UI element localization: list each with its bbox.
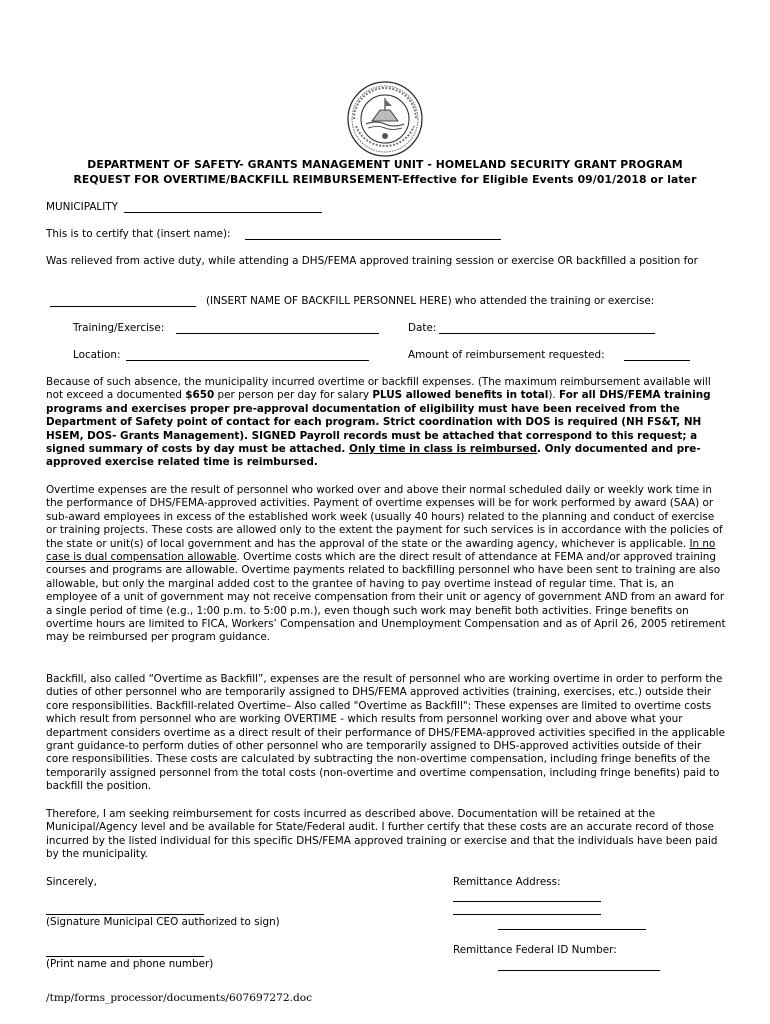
backfill-paragraph: Backfill, also called “Overtime as Backfill”, expenses are the result of personnel who are working overtime in order to perform the duties of other personnel who are temporarily assigned to DHS/FEMA approved activities (training, exercises, etc.) outside their core responsibilities. Backfill-related Overtime– Also called "Overtime as Backfill": These expenses are limited to overtime costs which result from personnel who are working OVERTIME - which results from personnel working over and above what your department considers overtime as a direct result of their performance of DHS/FEMA-approved activities specified in the applicable grant guidance-to perform duties of other personnel who are temporarily assigned to DHS-approved activities outside of their core responsibilities. These costs are calculated by subtracting the non-overtime compensation, including fringe benefits of the temporarily assigned personnel from the total costs (non-overtime and overtime compensation, including fringe benefits) paid to backfill the position. <box>46 673 725 793</box>
print-name-line[interactable] <box>46 956 204 957</box>
insert-name-field[interactable] <box>245 239 501 240</box>
training-label: Training/Exercise: <box>73 322 165 334</box>
footer-file-path: /tmp/forms_processor/documents/607697272.doc <box>46 992 313 1004</box>
header-line-2: REQUEST FOR OVERTIME/BACKFILL REIMBURSEMENT-Effective for Eligible Events 09/01/2018 or later <box>73 173 697 186</box>
signature-label: (Signature Municipal CEO authorized to sign) <box>46 916 280 928</box>
max-amount: $650 <box>185 389 215 402</box>
backfill-name-field[interactable] <box>50 306 196 307</box>
para1-text-c: ). <box>548 389 560 402</box>
certify-label: This is to certify that (insert name): <box>46 228 231 240</box>
municipality-field[interactable] <box>124 212 322 213</box>
relieved-text: Was relieved from active duty, while attending a DHS/FEMA approved training session or exercise OR backfilled a position for <box>46 255 698 267</box>
absence-paragraph <box>46 376 726 470</box>
para2-text-a: Overtime expenses are the result of personnel who worked over and above their normal scheduled daily or weekly work time in the performance of DHS/FEMA-approved activities. Payment of overtime expenses will be for work performed by award (SAA) or sub-award employees in excess of the established work week (usually 40 hours) related to the planning and conduct of exercise or training projects. These costs are allowed only to the extent the payment for such services is in accordance with the policies of the state or unit(s) of local government and has the approval of the state or the awarding agency, whichever is applicable. <box>46 484 723 550</box>
plus-benefits: PLUS allowed benefits in total <box>372 389 549 402</box>
municipality-label: MUNICIPALITY <box>46 201 118 213</box>
print-name-label: (Print name and phone number) <box>46 958 214 970</box>
para2-text-b: . Overtime costs which are the direct result of attendance at FEMA and/or approved training courses and programs are allowable. Overtime payments related to backfilling personnel who have been sent to training are also allowable, but only the marginal added cost to the grantee of having to pay overtime instead of regular time. That is, an employee of a unit of government may not receive compensation from their unit or agency of government AND from an award for a single period of time (e.g., 1:00 p.m. to 5:00 p.m.), even though such work may benefit both activities. Fringe benefits on overtime hours are limited to FICA, Workers’ Compensation and Unemployment Compensation and as of April 26, 2005 retirement may be reimbursed per program guidance. <box>46 551 726 644</box>
backfill-name-label: (INSERT NAME OF BACKFILL PERSONNEL HERE) who attended the training or exercise: <box>206 295 655 307</box>
dual-compensation: In no case is dual compensation allowable <box>46 537 716 564</box>
only-time-in-class: Only time in class is reimbursed <box>348 443 538 456</box>
remittance-address-line-3[interactable] <box>498 929 646 930</box>
certification-paragraph: Therefore, I am seeking reimbursement for costs incurred as described above. Documentation will be retained at the Municipal/Agency level and be available for State/Federal audit. I further certify that these costs are an accurate record of those incurred by the listed individual for this specific DHS/FEMA approved training or exercise and that the individuals have been paid by the municipality. <box>46 808 718 861</box>
date-field[interactable] <box>439 333 655 334</box>
signature-line[interactable] <box>46 914 204 915</box>
overtime-paragraph <box>46 484 726 645</box>
remittance-address-line-2[interactable] <box>453 914 601 915</box>
location-field[interactable] <box>126 360 369 361</box>
para1-text-a: Because of such absence, the municipality incurred overtime or backfill expenses. (The maximum reimbursement available will not exceed a documented <box>46 376 711 402</box>
sincerely: Sincerely, <box>46 876 97 888</box>
para1-text-b: per person per day for salary <box>214 389 373 402</box>
para1-bold-requirements: For all DHS/FEMA training programs and exercises proper pre-approval documentation of eligibility must have been received from the Department of Safety point of contact for each program. Strict coordination with DOS is required (NH FS&T, NH HSEM, DOS- Grants Management). SIGNED Payroll records must be attached that correspond to this request; a signed summary of costs by day must be attached. <box>46 389 711 456</box>
training-field[interactable] <box>176 333 379 334</box>
header-line-1: DEPARTMENT OF SAFETY- GRANTS MANAGEMENT UNIT - HOMELAND SECURITY GRANT PROGRAM <box>87 158 683 171</box>
amount-label: Amount of reimbursement requested: <box>408 349 605 361</box>
remittance-address-line-1[interactable] <box>453 901 601 902</box>
para1-end: . Only documented and pre-approved exercise related time is reimbursed. <box>46 443 701 469</box>
federal-id-label: Remittance Federal ID Number: <box>453 944 617 956</box>
date-label: Date: <box>408 322 437 334</box>
federal-id-field[interactable] <box>498 970 660 971</box>
remittance-address-label: Remittance Address: <box>453 876 561 888</box>
location-label: Location: <box>73 349 121 361</box>
state-seal-icon <box>346 80 424 158</box>
amount-field[interactable] <box>624 360 690 361</box>
